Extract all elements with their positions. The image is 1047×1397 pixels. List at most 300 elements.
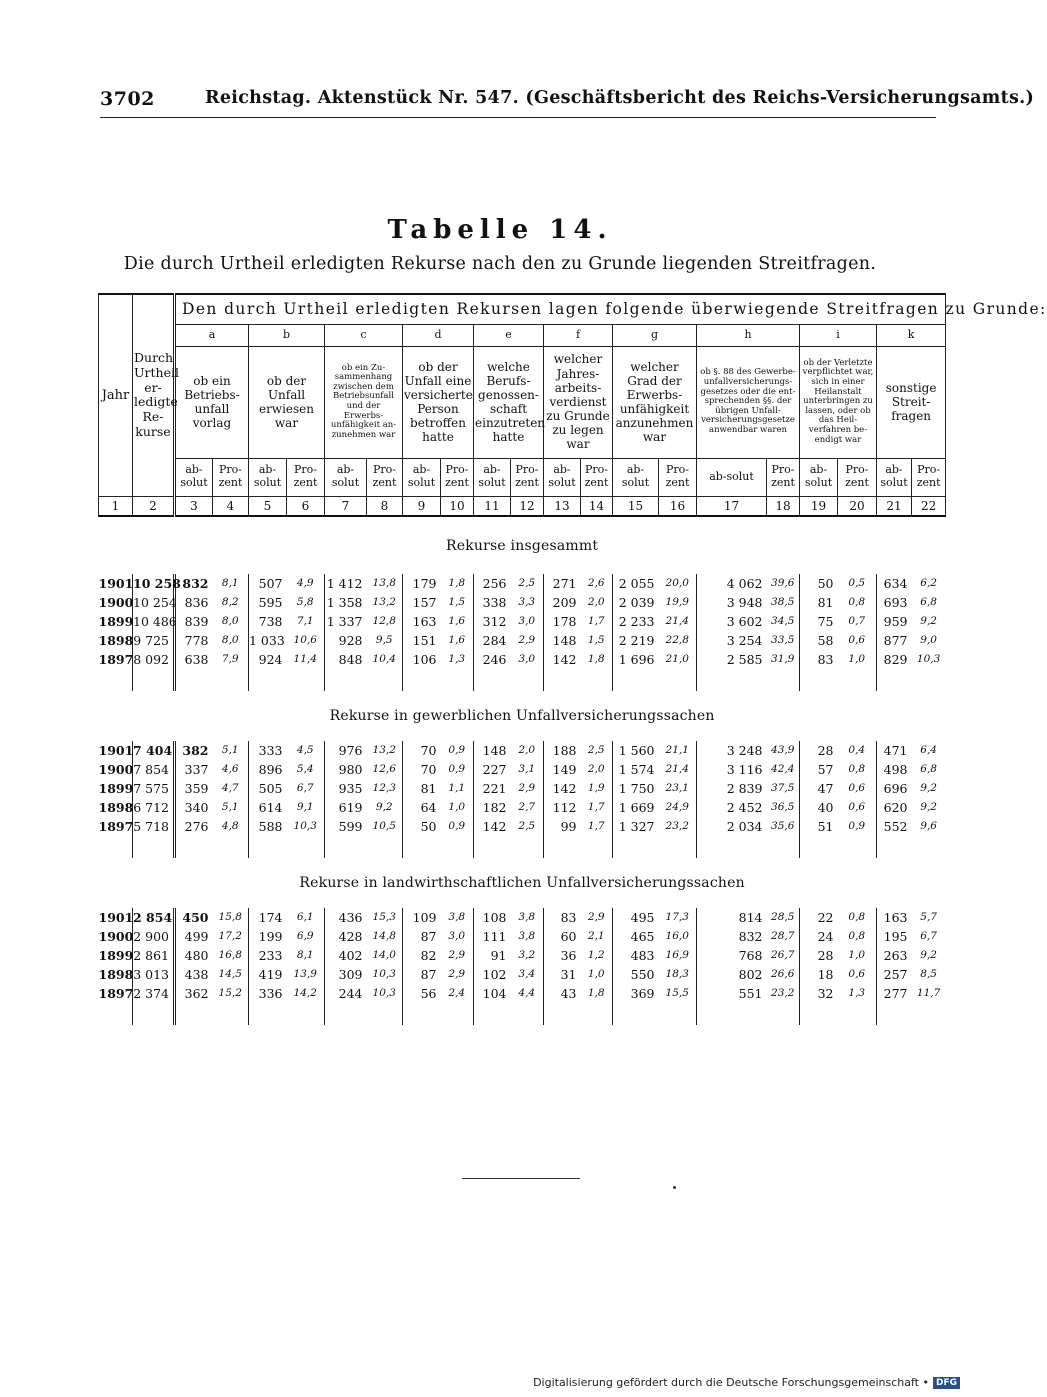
year-cell: 1897 — [98, 652, 134, 667]
percent-cell: 2,0 — [587, 596, 605, 608]
percent-cell: 10,3 — [916, 653, 941, 665]
spacer-cell — [249, 1003, 287, 1025]
section-spacer-row — [99, 669, 946, 691]
unit-absolut-k: ab-solut — [877, 458, 912, 496]
group-description-i: ob der Verletzte verpflichtet war, sich in einer Heilanstalt unterbringen zu lassen, oder ob das Heil-verfahren be-endigt war — [800, 346, 877, 458]
percent-cell: 1,9 — [587, 782, 605, 794]
absolute-cell: 271 — [544, 574, 581, 593]
percent-cell: 6,8 — [920, 763, 937, 775]
column-number: 5 — [249, 496, 287, 516]
table-row — [99, 927, 946, 946]
absolute-cell: 83 — [800, 650, 838, 669]
spacer-cell — [659, 669, 697, 691]
total-cell: 10 486 — [133, 614, 177, 629]
spacer-cell — [325, 836, 367, 858]
percent-cell: 9,2 — [920, 949, 937, 961]
percent-cell: 26,7 — [771, 949, 795, 961]
percent-cell: 0,9 — [448, 744, 466, 756]
percent-cell: 0,4 — [848, 744, 866, 756]
percent-cell: 1,3 — [848, 987, 866, 999]
percent-cell: 13,2 — [372, 596, 396, 608]
percent-cell: 0,6 — [848, 968, 866, 980]
percent-cell: 0,6 — [848, 782, 866, 794]
column-number: 8 — [367, 496, 403, 516]
percent-cell: 31,9 — [771, 653, 795, 665]
column-number: 3 — [175, 496, 213, 516]
percent-cell: 22,8 — [665, 634, 689, 646]
absolute-cell: 60 — [544, 927, 581, 946]
dfg-logo: DFG — [933, 1377, 960, 1389]
absolute-cell: 1 337 — [325, 612, 367, 631]
table-row — [99, 779, 946, 798]
percent-cell: 10,3 — [372, 987, 396, 999]
absolute-cell: 3 948 — [697, 593, 767, 612]
percent-cell: 15,3 — [372, 911, 396, 923]
section-spacer-row — [99, 836, 946, 858]
group-letter-a: a — [175, 324, 249, 346]
percent-cell: 2,9 — [448, 949, 466, 961]
spacer-cell — [325, 669, 367, 691]
spacer-cell — [99, 1003, 133, 1025]
group-letter-i: i — [800, 324, 877, 346]
percent-cell: 28,5 — [771, 911, 795, 923]
absolute-cell: 276 — [175, 817, 213, 836]
absolute-cell: 382 — [175, 741, 213, 760]
spacer-cell — [287, 669, 325, 691]
unit-absolut-b: ab-solut — [249, 458, 287, 496]
spacer-cell — [838, 836, 877, 858]
absolute-cell: 1 696 — [613, 650, 659, 669]
absolute-cell: 47 — [800, 779, 838, 798]
absolute-cell: 199 — [249, 927, 287, 946]
spacer-cell — [697, 836, 767, 858]
percent-cell: 4,8 — [221, 820, 239, 832]
percent-cell: 4,5 — [296, 744, 314, 756]
spacer-cell — [613, 669, 659, 691]
percent-cell: 9,2 — [920, 801, 937, 813]
absolute-cell: 2 219 — [613, 631, 659, 650]
column-number: 21 — [877, 496, 912, 516]
percent-cell: 9,5 — [375, 634, 393, 646]
percent-cell: 10,5 — [372, 820, 396, 832]
credit-text: Digitalisierung gefördert durch die Deutsche Forschungsgemeinschaft • — [533, 1376, 929, 1389]
absolute-cell: 836 — [175, 593, 213, 612]
spacer-cell — [800, 669, 838, 691]
percent-cell: 43,9 — [771, 744, 795, 756]
total-cell: 7 404 — [133, 741, 175, 760]
column-number: 4 — [213, 496, 249, 516]
percent-cell: 0,6 — [848, 801, 866, 813]
percent-cell: 6,8 — [920, 596, 937, 608]
percent-cell: 12,6 — [372, 763, 396, 775]
head-rule — [100, 117, 936, 118]
table-row — [99, 798, 946, 817]
spacer-cell — [544, 669, 581, 691]
absolute-cell: 2 233 — [613, 612, 659, 631]
spacer-cell — [838, 1003, 877, 1025]
table-row — [99, 965, 946, 984]
unit-prozent-e: Pro-zent — [511, 458, 544, 496]
absolute-cell: 959 — [877, 612, 912, 631]
percent-cell: 6,9 — [296, 930, 314, 942]
year-cell: 1900 — [98, 762, 134, 777]
percent-cell: 38,5 — [771, 596, 795, 608]
percent-cell: 9,2 — [920, 615, 937, 627]
percent-cell: 6,2 — [920, 577, 937, 589]
percent-cell: 33,5 — [771, 634, 795, 646]
percent-cell: 1,7 — [587, 615, 605, 627]
header-row-column-numbers — [99, 496, 946, 516]
year-cell: 1901 — [98, 743, 134, 758]
absolute-cell: 257 — [877, 965, 912, 984]
table-row — [99, 574, 946, 593]
absolute-cell: 935 — [325, 779, 367, 798]
absolute-cell: 163 — [877, 908, 912, 927]
percent-cell: 1,0 — [448, 801, 466, 813]
absolute-cell: 550 — [613, 965, 659, 984]
absolute-cell: 340 — [175, 798, 213, 817]
percent-cell: 16,8 — [218, 949, 242, 961]
percent-cell: 2,9 — [518, 634, 536, 646]
spacer-cell — [474, 669, 511, 691]
absolute-cell: 1 750 — [613, 779, 659, 798]
percent-cell: 6,4 — [920, 744, 937, 756]
absolute-cell: 157 — [403, 593, 441, 612]
column-number: 16 — [659, 496, 697, 516]
absolute-cell: 75 — [800, 612, 838, 631]
spacer-cell — [133, 669, 175, 691]
absolute-cell: 362 — [175, 984, 213, 1003]
year-cell: 1899 — [98, 781, 134, 796]
total-cell: 2 900 — [133, 927, 175, 946]
group-description-a: ob ein Betriebs-unfall vorlag — [175, 346, 249, 458]
spacer-cell — [175, 1003, 213, 1025]
absolute-cell: 82 — [403, 946, 441, 965]
absolute-cell: 70 — [403, 760, 441, 779]
absolute-cell: 43 — [544, 984, 581, 1003]
percent-cell: 1,8 — [587, 653, 605, 665]
absolute-cell: 495 — [613, 908, 659, 927]
year-cell: 1901 — [98, 576, 134, 591]
absolute-cell: 142 — [544, 779, 581, 798]
absolute-cell: 507 — [249, 574, 287, 593]
spacer-cell — [838, 669, 877, 691]
percent-cell: 21,4 — [665, 615, 689, 627]
percent-cell: 2,9 — [587, 911, 605, 923]
percent-cell: 1,3 — [448, 653, 466, 665]
percent-cell: 2,5 — [518, 820, 536, 832]
percent-cell: 5,1 — [221, 801, 239, 813]
running-head-title: Reichstag. Aktenstück Nr. 547. (Geschäftsbericht des Reichs-Versicherungsamts.) — [205, 88, 1035, 108]
streitfragen-banner: Den durch Urtheil erledigten Rekursen lagen folgende überwiegende Streitfragen zu Grunde: — [175, 294, 946, 324]
total-cell: 9 725 — [133, 631, 175, 650]
absolute-cell: 832 — [697, 927, 767, 946]
spacer-cell — [581, 836, 613, 858]
absolute-cell: 277 — [877, 984, 912, 1003]
column-number: 22 — [912, 496, 946, 516]
group-description-d: ob der Unfall eine versicherte Person betroffen hatte — [403, 346, 474, 458]
percent-cell: 24,9 — [665, 801, 689, 813]
absolute-cell: 179 — [403, 574, 441, 593]
unit-prozent-b: Pro-zent — [287, 458, 325, 496]
group-description-h: ob §. 88 des Gewerbe-unfallversicherungs-gesetzes oder die ent-sprechenden §§. der übrigen Unfall-versicherungsgesetze anwendbar waren — [697, 346, 800, 458]
absolute-cell: 2 034 — [697, 817, 767, 836]
percent-cell: 36,5 — [771, 801, 795, 813]
unit-absolut-h: ab-solut — [697, 458, 767, 496]
absolute-cell: 2 452 — [697, 798, 767, 817]
percent-cell: 9,2 — [375, 801, 393, 813]
absolute-cell: 91 — [474, 946, 511, 965]
table-row — [99, 760, 946, 779]
absolute-cell: 1 358 — [325, 593, 367, 612]
percent-cell: 0,6 — [848, 634, 866, 646]
percent-cell: 6,1 — [296, 911, 314, 923]
spacer-cell — [403, 669, 441, 691]
percent-cell: 3,0 — [448, 930, 466, 942]
spacer-cell — [767, 836, 800, 858]
group-letter-e: e — [474, 324, 544, 346]
percent-cell: 9,6 — [920, 820, 937, 832]
spacer-cell — [877, 669, 912, 691]
percent-cell: 14,2 — [293, 987, 317, 999]
spacer-cell — [697, 669, 767, 691]
absolute-cell: 814 — [697, 908, 767, 927]
percent-cell: 21,1 — [665, 744, 689, 756]
absolute-cell: 142 — [474, 817, 511, 836]
percent-cell: 3,8 — [448, 911, 466, 923]
absolute-cell: 620 — [877, 798, 912, 817]
column-number: 19 — [800, 496, 838, 516]
absolute-cell: 778 — [175, 631, 213, 650]
percent-cell: 20,0 — [665, 577, 689, 589]
spacer-cell — [613, 1003, 659, 1025]
percent-cell: 1,6 — [448, 634, 466, 646]
absolute-cell: 31 — [544, 965, 581, 984]
percent-cell: 10,3 — [293, 820, 317, 832]
percent-cell: 0,7 — [848, 615, 866, 627]
spacer-cell — [99, 836, 133, 858]
absolute-cell: 832 — [175, 574, 213, 593]
year-cell: 1900 — [98, 595, 134, 610]
unit-prozent-k: Pro-zent — [912, 458, 946, 496]
percent-cell: 13,2 — [372, 744, 396, 756]
percent-cell: 1,0 — [587, 968, 605, 980]
absolute-cell: 50 — [403, 817, 441, 836]
percent-cell: 28,7 — [771, 930, 795, 942]
percent-cell: 1,7 — [587, 820, 605, 832]
column-number: 2 — [133, 496, 175, 516]
percent-cell: 8,5 — [920, 968, 937, 980]
percent-cell: 12,8 — [372, 615, 396, 627]
total-cell: 3 013 — [133, 965, 175, 984]
absolute-cell: 106 — [403, 650, 441, 669]
percent-cell: 19,9 — [665, 596, 689, 608]
percent-cell: 39,6 — [771, 577, 795, 589]
absolute-cell: 1 033 — [249, 633, 285, 648]
unit-absolut-g: ab-solut — [613, 458, 659, 496]
percent-cell: 9,1 — [296, 801, 314, 813]
absolute-cell: 188 — [544, 741, 581, 760]
absolute-cell: 182 — [474, 798, 511, 817]
statistics-table — [98, 293, 1047, 1025]
spacer-cell — [249, 836, 287, 858]
absolute-cell: 465 — [613, 927, 659, 946]
absolute-cell: 18 — [800, 965, 838, 984]
percent-cell: 23,1 — [665, 782, 689, 794]
absolute-cell: 312 — [474, 612, 511, 631]
unit-absolut-a: ab-solut — [175, 458, 213, 496]
absolute-cell: 87 — [403, 965, 441, 984]
percent-cell: 6,7 — [296, 782, 314, 794]
absolute-cell: 614 — [249, 798, 287, 817]
absolute-cell: 163 — [403, 612, 441, 631]
spacer-cell — [99, 669, 133, 691]
absolute-cell: 877 — [877, 631, 912, 650]
spacer-cell — [441, 1003, 474, 1025]
absolute-cell: 419 — [249, 965, 287, 984]
absolute-cell: 32 — [800, 984, 838, 1003]
absolute-cell: 1 327 — [613, 817, 659, 836]
absolute-cell: 1 560 — [613, 741, 659, 760]
unit-absolut-e: ab-solut — [474, 458, 511, 496]
total-cell: 10 254 — [133, 595, 177, 610]
table-title: Tabelle 14. — [387, 215, 613, 245]
absolute-cell: 284 — [474, 631, 511, 650]
group-letter-c: c — [325, 324, 403, 346]
spacer-cell — [544, 836, 581, 858]
percent-cell: 1,8 — [448, 577, 466, 589]
absolute-cell: 768 — [697, 946, 767, 965]
section-title: Rekurse in landwirthschaftlichen Unfallversicherungssachen — [299, 875, 745, 891]
absolute-cell: 333 — [249, 741, 287, 760]
total-column-header: Durch Urtheil er-ledigte Re-kurse — [133, 294, 175, 496]
absolute-cell: 369 — [613, 984, 659, 1003]
percent-cell: 15,8 — [218, 911, 242, 923]
column-number: 17 — [697, 496, 767, 516]
absolute-cell: 638 — [175, 650, 213, 669]
absolute-cell: 142 — [544, 650, 581, 669]
percent-cell: 4,9 — [296, 577, 314, 589]
spacer-cell — [175, 836, 213, 858]
unit-absolut-i: ab-solut — [800, 458, 838, 496]
running-head — [100, 88, 1035, 116]
percent-cell: 0,9 — [448, 763, 466, 775]
absolute-cell: 102 — [474, 965, 511, 984]
column-number: 13 — [544, 496, 581, 516]
percent-cell: 4,6 — [221, 763, 239, 775]
absolute-cell: 104 — [474, 984, 511, 1003]
group-letter-b: b — [249, 324, 325, 346]
percent-cell: 14,8 — [372, 930, 396, 942]
unit-prozent-i: Pro-zent — [838, 458, 877, 496]
absolute-cell: 1 574 — [613, 760, 659, 779]
absolute-cell: 402 — [325, 946, 367, 965]
percent-cell: 23,2 — [771, 987, 795, 999]
unit-prozent-a: Pro-zent — [213, 458, 249, 496]
absolute-cell: 50 — [800, 574, 838, 593]
spacer-cell — [767, 669, 800, 691]
percent-cell: 8,2 — [221, 596, 239, 608]
column-number: 1 — [99, 496, 133, 516]
absolute-cell: 151 — [403, 631, 441, 650]
absolute-cell: 87 — [403, 927, 441, 946]
spacer-cell — [213, 1003, 249, 1025]
absolute-cell: 108 — [474, 908, 511, 927]
group-description-f: welcher Jahres-arbeits-verdienst zu Grunde zu legen war — [544, 346, 613, 458]
absolute-cell: 498 — [877, 760, 912, 779]
spacer-cell — [659, 1003, 697, 1025]
percent-cell: 0,8 — [848, 763, 866, 775]
percent-cell: 8,0 — [221, 634, 239, 646]
column-number: 15 — [613, 496, 659, 516]
percent-cell: 10,3 — [372, 968, 396, 980]
percent-cell: 4,4 — [518, 987, 536, 999]
percent-cell: 1,8 — [587, 987, 605, 999]
percent-cell: 21,0 — [665, 653, 689, 665]
absolute-cell: 174 — [249, 908, 287, 927]
section-title: Rekurse insgesammt — [446, 537, 599, 554]
spacer-cell — [403, 1003, 441, 1025]
percent-cell: 13,8 — [372, 577, 396, 589]
percent-cell: 2,7 — [518, 801, 536, 813]
absolute-cell: 848 — [325, 650, 367, 669]
total-cell: 2 861 — [133, 946, 175, 965]
absolute-cell: 28 — [800, 946, 838, 965]
total-cell: 8 092 — [133, 650, 175, 669]
percent-cell: 2,0 — [587, 763, 605, 775]
absolute-cell: 263 — [877, 946, 912, 965]
percent-cell: 1,0 — [848, 949, 866, 961]
absolute-cell: 40 — [800, 798, 838, 817]
absolute-cell: 149 — [544, 760, 581, 779]
year-cell: 1900 — [98, 929, 134, 944]
absolute-cell: 359 — [175, 779, 213, 798]
year-column-header: Jahr — [99, 294, 133, 496]
percent-cell: 3,8 — [518, 930, 536, 942]
spacer-cell — [613, 836, 659, 858]
percent-cell: 0,9 — [848, 820, 866, 832]
percent-cell: 1,1 — [448, 782, 466, 794]
spacer-cell — [511, 669, 544, 691]
column-number: 20 — [838, 496, 877, 516]
absolute-cell: 56 — [403, 984, 441, 1003]
table-row — [99, 741, 946, 760]
percent-cell: 13,9 — [293, 968, 317, 980]
percent-cell: 10,6 — [293, 634, 317, 646]
absolute-cell: 148 — [544, 631, 581, 650]
closing-rule — [462, 1178, 580, 1179]
year-cell: 1898 — [98, 800, 134, 815]
spacer-cell — [287, 1003, 325, 1025]
absolute-cell: 64 — [403, 798, 441, 817]
unit-absolut-f: ab-solut — [544, 458, 581, 496]
spacer-cell — [441, 836, 474, 858]
spacer-cell — [474, 1003, 511, 1025]
year-cell: 1897 — [98, 986, 134, 1001]
percent-cell: 15,2 — [218, 987, 242, 999]
spacer-cell — [544, 1003, 581, 1025]
percent-cell: 0,8 — [848, 596, 866, 608]
absolute-cell: 619 — [325, 798, 367, 817]
spacer-cell — [213, 669, 249, 691]
total-cell: 5 718 — [133, 817, 175, 836]
year-cell: 1898 — [98, 633, 134, 648]
absolute-cell: 2 039 — [613, 593, 659, 612]
unit-prozent-f: Pro-zent — [581, 458, 613, 496]
percent-cell: 3,2 — [518, 949, 536, 961]
absolute-cell: 471 — [877, 741, 912, 760]
table-row — [99, 631, 946, 650]
